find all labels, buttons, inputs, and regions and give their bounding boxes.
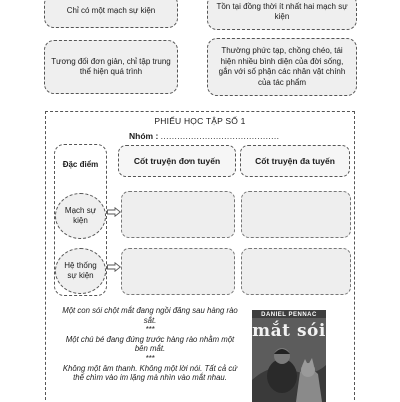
top-card-4: Thường phức tạp, chồng chéo, tái hiện nhiều bình diện của đời sống, gắn với số phận các nhân vật chính của tác phẩm	[207, 38, 357, 96]
quote-paragraph-3: Không một âm thanh. Không một lời nói. Tất cả cứ thế chìm vào im lặng mà nhìn vào mắt nhau.	[62, 363, 238, 383]
book-quote	[60, 306, 240, 383]
book-title: mắt sói	[252, 321, 326, 341]
group-dots: ...........................................	[160, 131, 280, 141]
group-label: Nhóm :	[129, 131, 159, 141]
header-multi-plot: Cốt truyện đa tuyến	[240, 145, 350, 177]
arrow-right-icon	[107, 262, 121, 272]
quote-separator-2: ***	[145, 353, 155, 363]
group-field	[129, 131, 279, 141]
row-label-event-line: Mạch sự kiện	[55, 193, 106, 239]
quote-paragraph-2: Một chú bé đang đứng trước hàng rào nhằm một bên mắt.	[65, 334, 235, 354]
book-author: DANIEL PENNAC	[261, 312, 317, 318]
quote-paragraph-1: Một con sói chột mắt đang ngồi đăng sau hàng rào sắt.	[62, 306, 238, 325]
cell-event-system-multi[interactable]	[241, 248, 351, 295]
row-label-event-system: Hệ thống sự kiện	[55, 248, 106, 294]
top-card-3: Tương đối đơn giản, chỉ tập trung thể hiện quá trình	[44, 40, 178, 94]
quote-separator-1: ***	[145, 325, 155, 335]
cell-event-line-single[interactable]	[121, 191, 235, 238]
cell-event-line-multi[interactable]	[241, 191, 351, 238]
top-card-1: Chỉ có một mạch sự kiện	[44, 0, 178, 28]
top-card-2: Tồn tại đồng thời ít nhất hai mạch sự kiện	[207, 0, 357, 30]
cell-event-system-single[interactable]	[121, 248, 235, 295]
feature-label: Đặc điểm	[62, 160, 99, 169]
arrow-right-icon	[107, 207, 121, 217]
header-single-plot: Cốt truyện đơn tuyến	[118, 145, 236, 177]
worksheet-title: PHIẾU HỌC TẬP SỐ 1	[154, 116, 246, 126]
